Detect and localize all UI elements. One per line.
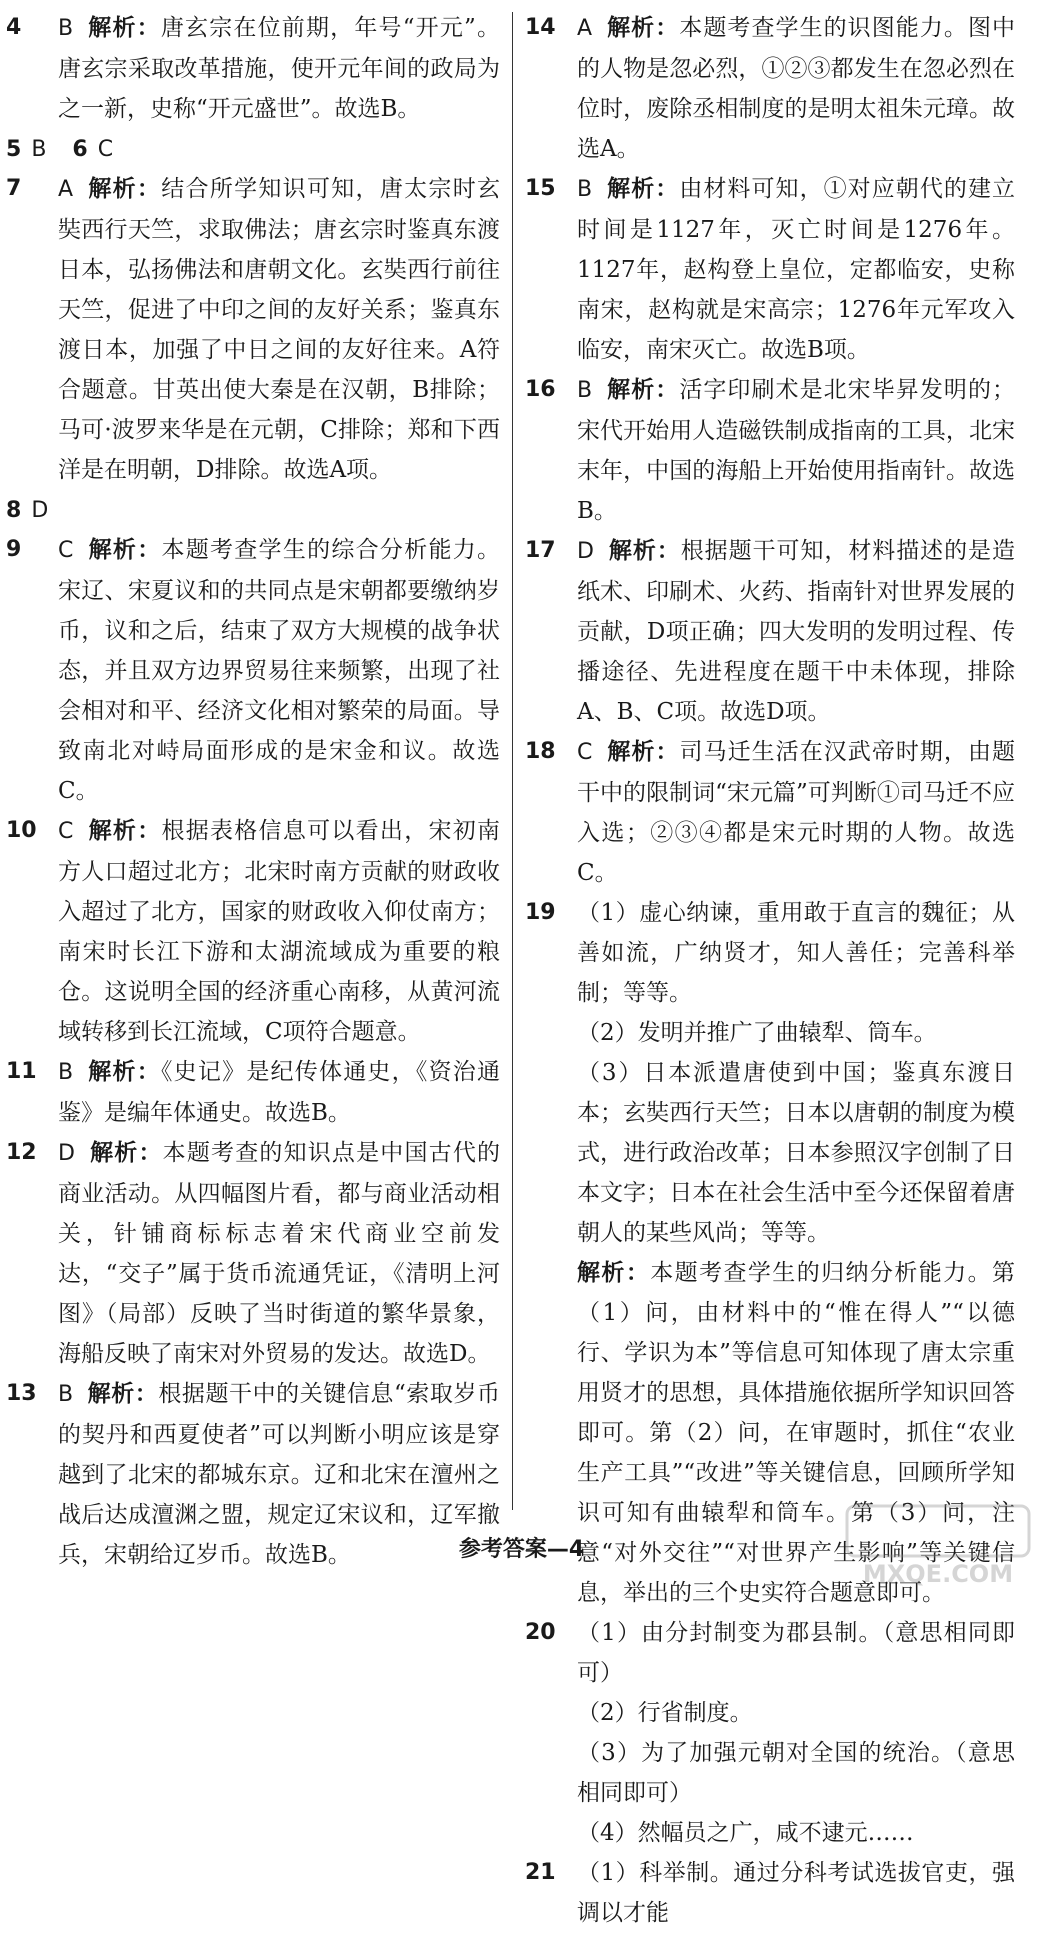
sub-answer-2: （2）发明并推广了曲辕犁、筒车。 xyxy=(577,1020,937,1046)
sub-answer-1: （1）科举制。通过分科考试选拔官吏，强调以才能 xyxy=(577,1860,1015,1926)
watermark-logo xyxy=(843,1502,1033,1592)
question-number: 18 xyxy=(525,739,556,764)
analysis-label: 解析： xyxy=(87,14,161,41)
analysis-label: 解析： xyxy=(87,1380,159,1407)
sub-answer-1: （1）虚心纳谏，重用敢于直言的魏征；从善如流，广纳贤才，知人善任；完善科举制；等等。 xyxy=(577,900,1015,1006)
analysis-label: 解析： xyxy=(87,817,162,844)
sub-answer-2: （2）行省制度。 xyxy=(577,1700,753,1726)
analysis-text: 根据表格信息可以看出，宋初南方人口超过北方；北宋时南方贡献的财政收入超过了北方，国家的财政收入仰仗南方；南宋时长江下游和太湖流域成为重要的粮仓。这说明全国的经济重心南移，从黄河流域转移到长江流域，C项符合题意。 xyxy=(58,818,501,1045)
analysis-label: 解析： xyxy=(87,1058,161,1085)
sub-answer-3: （3）为了加强元朝对全国的统治。（意思相同即可） xyxy=(577,1740,1015,1806)
analysis-label: 解析： xyxy=(87,536,162,563)
analysis-label: 解析： xyxy=(87,175,162,202)
answer-item-17 xyxy=(525,531,1015,732)
answer-item-11 xyxy=(6,1052,500,1133)
analysis-text: 结合所学知识可知，唐太宗时玄奘西行天竺，求取佛法；唐玄宗时鉴真东渡日本，弘扬佛法和唐朝文化。玄奘西行前往天竺，促进了中印之间的友好关系；鉴真东渡日本，加强了中日之间的友好往来。A符合题意。甘英出使大秦是在汉朝，B排除；马可·波罗来华是在元朝，C排除；郑和下西洋是在明朝，D排除。故选A项。 xyxy=(58,176,501,483)
sub-answer-4: （4）然幅员之广，咸不逮元…… xyxy=(577,1820,914,1846)
question-number: 5 xyxy=(6,137,22,162)
analysis-text: 由材料可知，①对应朝代的建立时间是1127年，灭亡时间是1276年。1127年，赵构登上皇位，定都临安，史称南宋，赵构就是宋高宗；1276年元军攻入临安，南宋灭亡。故选B项。 xyxy=(577,176,1016,363)
answer-choice: B xyxy=(58,1382,74,1407)
question-number: 9 xyxy=(6,537,22,562)
answer-item-18 xyxy=(525,732,1015,893)
analysis-text: 本题考查学生的综合分析能力。宋辽、宋夏议和的共同点是宋朝都要缴纳岁币，议和之后，结束了双方大规模的战争状态，并且双方边界贸易往来频繁，出现了社会相对和平、经济文化相对繁荣的局面。导致南北对峙局面形成的是宋金和议。故选C。 xyxy=(58,537,501,804)
column-divider xyxy=(512,12,513,1510)
analysis-text: 本题考查的知识点是中国古代的商业活动。从四幅图片看，都与商业活动相关，针铺商标标志着宋代商业空前发达，“交子”属于货币流通凭证，《清明上河图》（局部）反映了当时街道的繁华景象，海船反映了南宋对外贸易的发达。故选D。 xyxy=(58,1140,501,1367)
answer-item-20 xyxy=(525,1613,1015,1853)
sub-answer-3: （3）日本派遣唐使到中国；鉴真东渡日本；玄奘西行天竺；日本以唐朝的制度为模式，进行政治改革；日本参照汉字创制了日本文字；日本在社会生活中至今还保留着唐朝人的某些风尚；等等。 xyxy=(577,1060,1015,1246)
answer-choice: C xyxy=(58,819,74,844)
analysis-label: 解析： xyxy=(606,175,680,202)
right-column xyxy=(525,8,1015,1933)
question-number: 7 xyxy=(6,176,22,201)
answer-choice: B xyxy=(58,1060,74,1085)
answer-item-4 xyxy=(6,8,500,129)
answer-choice: C xyxy=(577,740,593,765)
answer-row-5-6 xyxy=(6,129,500,169)
question-number: 10 xyxy=(6,818,37,843)
analysis-label: 解析： xyxy=(88,1139,163,1166)
analysis-text: 司马迁生活在汉武帝时期，由题干中的限制词“宋元篇”可判断①司马迁不应入选；②③④都是宋元时期的人物。故选C。 xyxy=(577,739,1016,886)
answer-item-12 xyxy=(6,1133,500,1374)
question-number: 12 xyxy=(6,1140,37,1165)
answer-row-8 xyxy=(6,490,500,530)
analysis-text: 根据题干中的关键信息“索取岁币的契丹和西夏使者”可以判断小明应该是穿越到了北宋的都城东京。辽和北宋在澶州之战后达成澶渊之盟，规定辽宋议和，辽军撤兵，宋朝给辽岁币。故选B。 xyxy=(58,1381,501,1568)
question-number: 15 xyxy=(525,176,556,201)
question-number: 14 xyxy=(525,15,556,40)
question-number: 19 xyxy=(525,900,556,925)
answer-choice: B xyxy=(577,177,593,202)
question-number: 4 xyxy=(6,15,22,40)
answer-choice: C xyxy=(97,137,114,162)
question-number: 8 xyxy=(6,498,22,523)
question-number: 17 xyxy=(525,538,556,563)
answer-item-14 xyxy=(525,8,1015,169)
analysis-text: 活字印刷术是北宋毕昇发明的；宋代开始用人造磁铁制成指南的工具，北宋末年，中国的海船上开始使用指南针。故选B。 xyxy=(577,377,1016,524)
answer-choice: C xyxy=(58,538,74,563)
question-number: 21 xyxy=(525,1860,556,1885)
sub-answer-1: （1）由分封制变为郡县制。（意思相同即可） xyxy=(577,1620,1015,1686)
question-number: 11 xyxy=(6,1059,37,1084)
analysis-label: 解析： xyxy=(606,738,680,765)
question-number: 20 xyxy=(525,1620,556,1645)
answer-item-10 xyxy=(6,811,500,1052)
question-number: 13 xyxy=(6,1381,37,1406)
analysis-text: 本题考查学生的归纳分析能力。第（1）问，由材料中的“惟在得人”“以德行、学识为本”等信息可知体现了唐太宗重用贤才的思想，具体措施依据所学知识回答即可。第（2）问，在审题时，抓住“农业生产工具”“改进”等关键信息，回顾所学知识可知有曲辕犁和筒车。第（3）问，注意“对外交往”“对世界产生影响”等关键信息，举出的三个史实符合题意即可。 xyxy=(577,1260,1016,1606)
answer-item-21 xyxy=(525,1853,1015,1933)
analysis-text: 根据题干可知，材料描述的是造纸术、印刷术、火药、指南针对世界发展的贡献，D项正确；四大发明的发明过程、传播途径、先进程度在题干中未体现，排除A、B、C项。故选D项。 xyxy=(577,538,1016,725)
analysis-label: 解析： xyxy=(607,537,681,564)
analysis-label: 解析： xyxy=(606,376,680,403)
left-column xyxy=(6,8,500,1575)
answer-item-9 xyxy=(6,530,500,811)
question-number: 6 xyxy=(72,137,88,162)
answer-item-15 xyxy=(525,169,1015,370)
analysis-text: 《史记》是纪传体通史，《资治通鉴》是编年体通史。故选B。 xyxy=(58,1059,501,1126)
watermark-text: MXQE.COM xyxy=(862,1560,1014,1588)
answer-choice: B xyxy=(577,378,593,403)
answer-item-16 xyxy=(525,370,1015,531)
analysis-label: 解析： xyxy=(577,1259,651,1286)
page-footer: 参考答案—4 xyxy=(458,1537,585,1562)
analysis-text: 唐玄宗在位前期，年号“开元”。唐玄宗采取改革措施，使开元年间的政局为之一新，史称“开元盛世”。故选B。 xyxy=(58,15,500,122)
answer-choice: D xyxy=(31,498,49,523)
answer-choice: B xyxy=(58,16,74,41)
answer-choice: D xyxy=(58,1141,75,1166)
analysis-text: 本题考查学生的识图能力。图中的人物是忽必烈，①②③都发生在忽必烈在位时，废除丞相制度的是明太祖朱元璋。故选A。 xyxy=(577,15,1016,162)
answer-choice: B xyxy=(31,137,47,162)
answer-choice: A xyxy=(58,177,74,202)
answer-choice: A xyxy=(577,16,593,41)
answer-item-7 xyxy=(6,169,500,490)
answer-choice: D xyxy=(577,539,594,564)
question-number: 16 xyxy=(525,377,556,402)
analysis-label: 解析： xyxy=(606,14,680,41)
